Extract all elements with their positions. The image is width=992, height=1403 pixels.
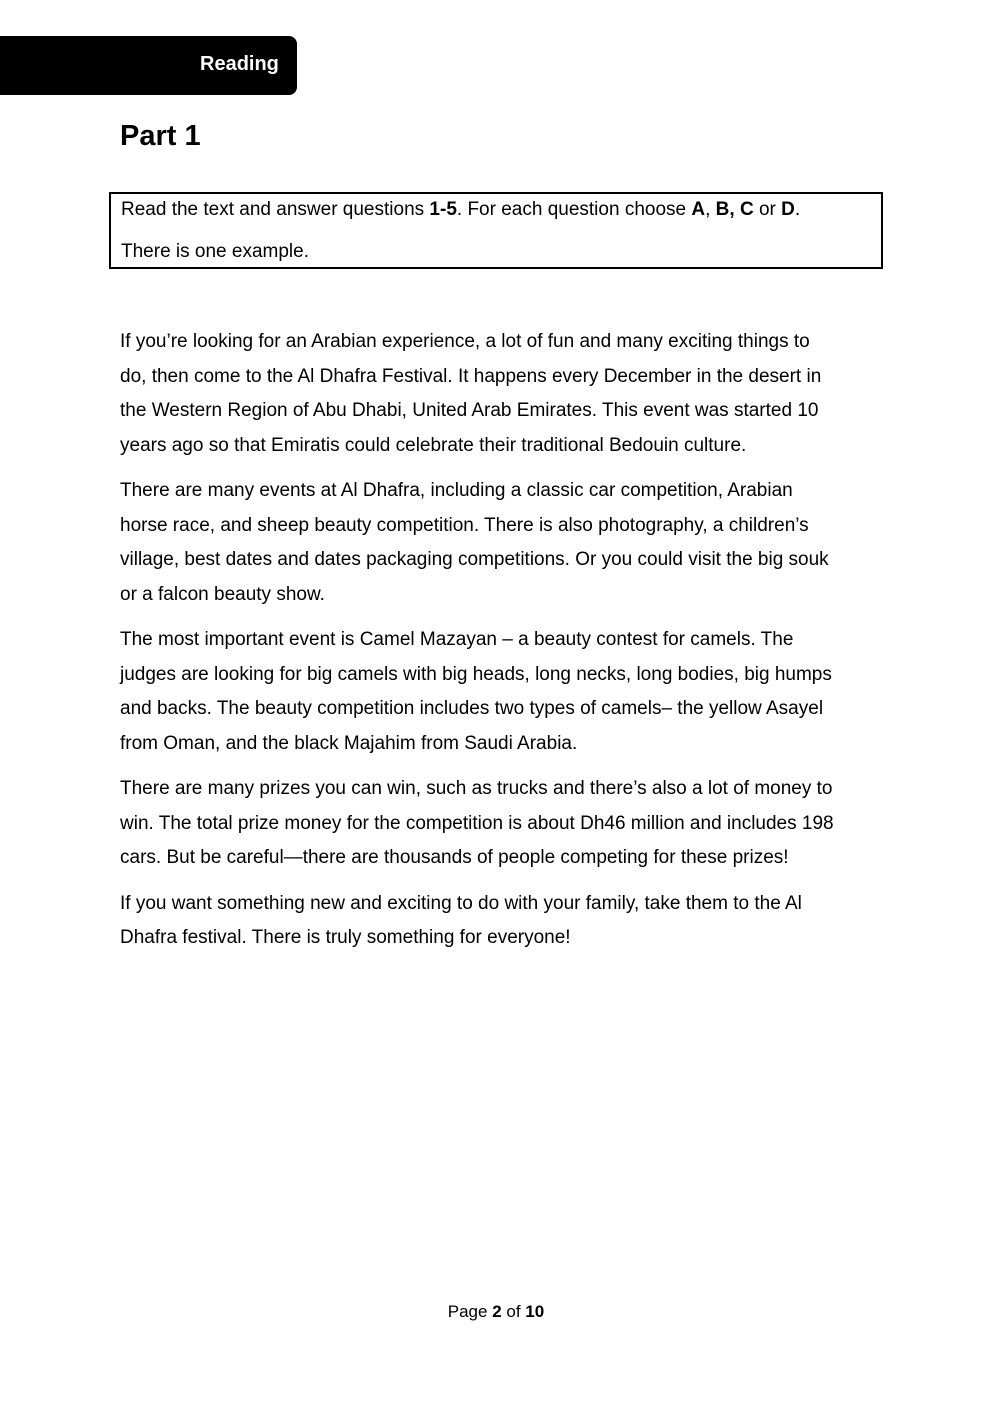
current-page: 2	[492, 1302, 502, 1321]
option-a-label: A	[691, 199, 706, 220]
text-line: horse race, and sheep beauty competition. There is also photography, a children’s	[120, 514, 809, 536]
article-paragraph	[120, 772, 880, 876]
article-paragraph	[120, 325, 880, 463]
text-line: cars. But be careful—there are thousands of people competing for these prizes!	[120, 847, 789, 868]
text-line: There are many prizes you can win, such as trucks and there’s also a lot of money to	[120, 778, 833, 799]
text-line: There are many events at Al Dhafra, including a classic car competition, Arabian	[120, 480, 793, 501]
text-line: do, then come to the Al Dhafra Festival. It happens every December in the desert in	[120, 365, 822, 387]
text-line: and backs. The beauty competition includes two types of camels– the yellow Asayel	[120, 698, 824, 719]
text-line: If you want something new and exciting to do with your family, take them to the Al	[120, 892, 802, 914]
instructions-text: .	[794, 199, 801, 220]
instructions-text: or	[753, 199, 782, 220]
instructions-line-2: There is one example.	[121, 241, 309, 262]
text-line: village, best dates and dates packaging competitions. Or you could visit the big souk	[120, 549, 829, 570]
article-paragraph	[120, 474, 880, 612]
question-range: 1-5	[429, 199, 457, 220]
instructions-text: Read the text and answer questions	[121, 199, 430, 220]
page-word: Page	[447, 1302, 493, 1321]
article-paragraph	[120, 887, 880, 956]
page-number	[0, 1300, 992, 1324]
instructions-text: . For each question choose	[456, 199, 692, 220]
text-line: The most important event is Camel Mazayan – a beauty contest for camels. The	[120, 629, 794, 650]
text-line: or a falcon beauty show.	[120, 583, 325, 605]
of-word: of	[501, 1302, 526, 1321]
instructions-text: ,	[705, 199, 716, 220]
text-line: from Oman, and the black Majahim from Saudi Arabia.	[120, 732, 578, 754]
article-paragraph	[120, 623, 880, 761]
section-tab	[0, 36, 297, 95]
option-d-label: D	[781, 199, 795, 220]
section-label: Reading	[200, 53, 279, 75]
text-line: If you’re looking for an Arabian experience, a lot of fun and many exciting things to	[120, 331, 810, 352]
instructions-box	[109, 192, 883, 269]
text-line: Dhafra festival. There is truly something for everyone!	[120, 927, 571, 948]
reading-text	[120, 325, 880, 967]
text-line: years ago so that Emiratis could celebrate their traditional Bedouin culture.	[120, 434, 747, 456]
text-line: the Western Region of Abu Dhabi, United Arab Emirates. This event was started 10	[120, 400, 819, 421]
text-line: win. The total prize money for the competition is about Dh46 million and includes 198	[120, 812, 834, 834]
total-pages: 10	[525, 1302, 545, 1321]
part-title: Part 1	[120, 120, 201, 152]
text-line: judges are looking for big camels with big heads, long necks, long bodies, big humps	[120, 663, 832, 685]
instructions-line-1	[121, 198, 800, 222]
option-b-c-label: B, C	[715, 199, 754, 220]
